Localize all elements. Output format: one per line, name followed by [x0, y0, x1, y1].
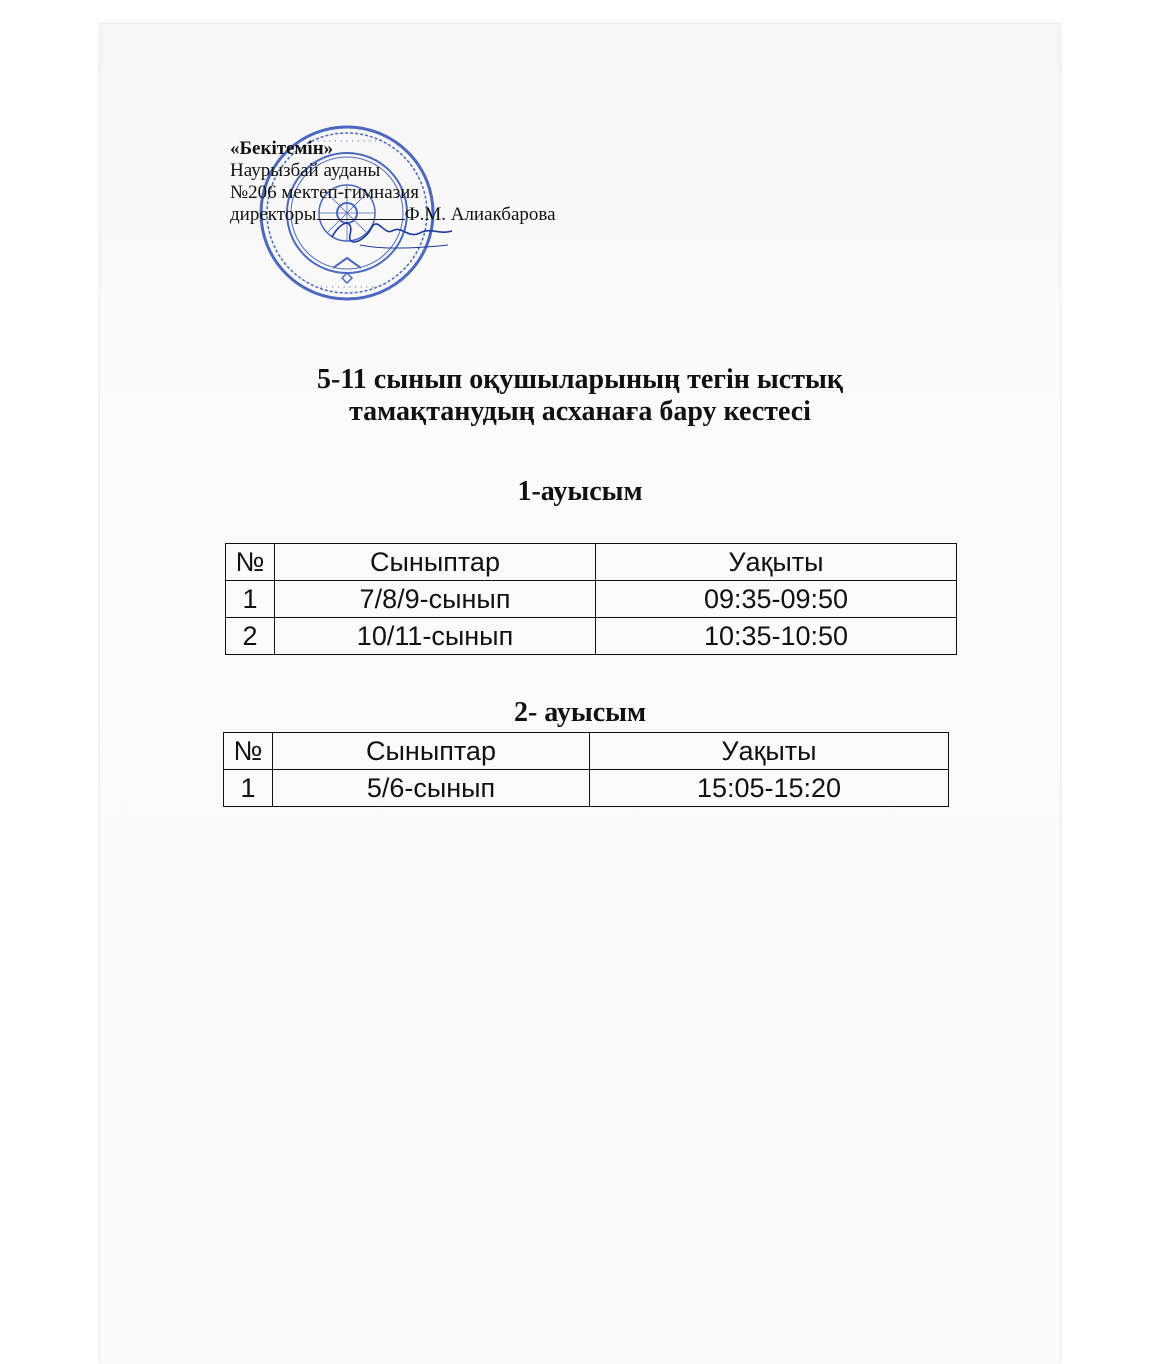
title-line-2: тамақтанудың асханаға бару кестесі	[349, 396, 811, 427]
row-number: 1	[224, 770, 273, 807]
row-time: 10:35-10:50	[596, 618, 957, 655]
row-number: 1	[226, 581, 275, 618]
row-classes: 10/11-сынып	[275, 618, 596, 655]
row-classes: 7/8/9-сынып	[275, 581, 596, 618]
document-title	[100, 364, 1060, 428]
header-classes: Сыныптар	[275, 544, 596, 581]
title-line-1: 5-11 сынып оқушыларының тегін ыстық	[317, 364, 843, 395]
table-row	[226, 618, 957, 655]
header-time: Уақыты	[590, 733, 949, 770]
shift-1-heading: 1-ауысым	[517, 476, 643, 507]
table-header-row	[224, 733, 949, 770]
header-number: №	[226, 544, 275, 581]
approval-school: №206 мектеп-гимназия	[230, 182, 420, 203]
approval-position: директоры	[230, 204, 317, 225]
header-classes: Сыныптар	[273, 733, 590, 770]
row-classes: 5/6-сынып	[273, 770, 590, 807]
shift-2-table	[223, 732, 949, 807]
table-header-row	[226, 544, 957, 581]
approval-district: Наурызбай ауданы	[230, 160, 381, 181]
row-number: 2	[226, 618, 275, 655]
svg-text:· · · · · · · · · ·: · · · · · · · · · ·	[319, 283, 375, 293]
table-row	[226, 581, 957, 618]
header-time: Уақыты	[596, 544, 957, 581]
table-row	[224, 770, 949, 807]
shift-2-heading: 2- ауысым	[513, 697, 647, 728]
row-time: 09:35-09:50	[596, 581, 957, 618]
header-number: №	[224, 733, 273, 770]
approval-title: «Бекітемін»	[230, 138, 334, 159]
shift-1-table	[225, 543, 957, 655]
director-name: Ф.М. Алиакбарова	[404, 204, 556, 225]
row-time: 15:05-15:20	[590, 770, 949, 807]
director-signature-icon	[320, 205, 460, 265]
svg-text:· · · · · · · · · · ·: · · · · · · · · · · ·	[316, 137, 378, 147]
